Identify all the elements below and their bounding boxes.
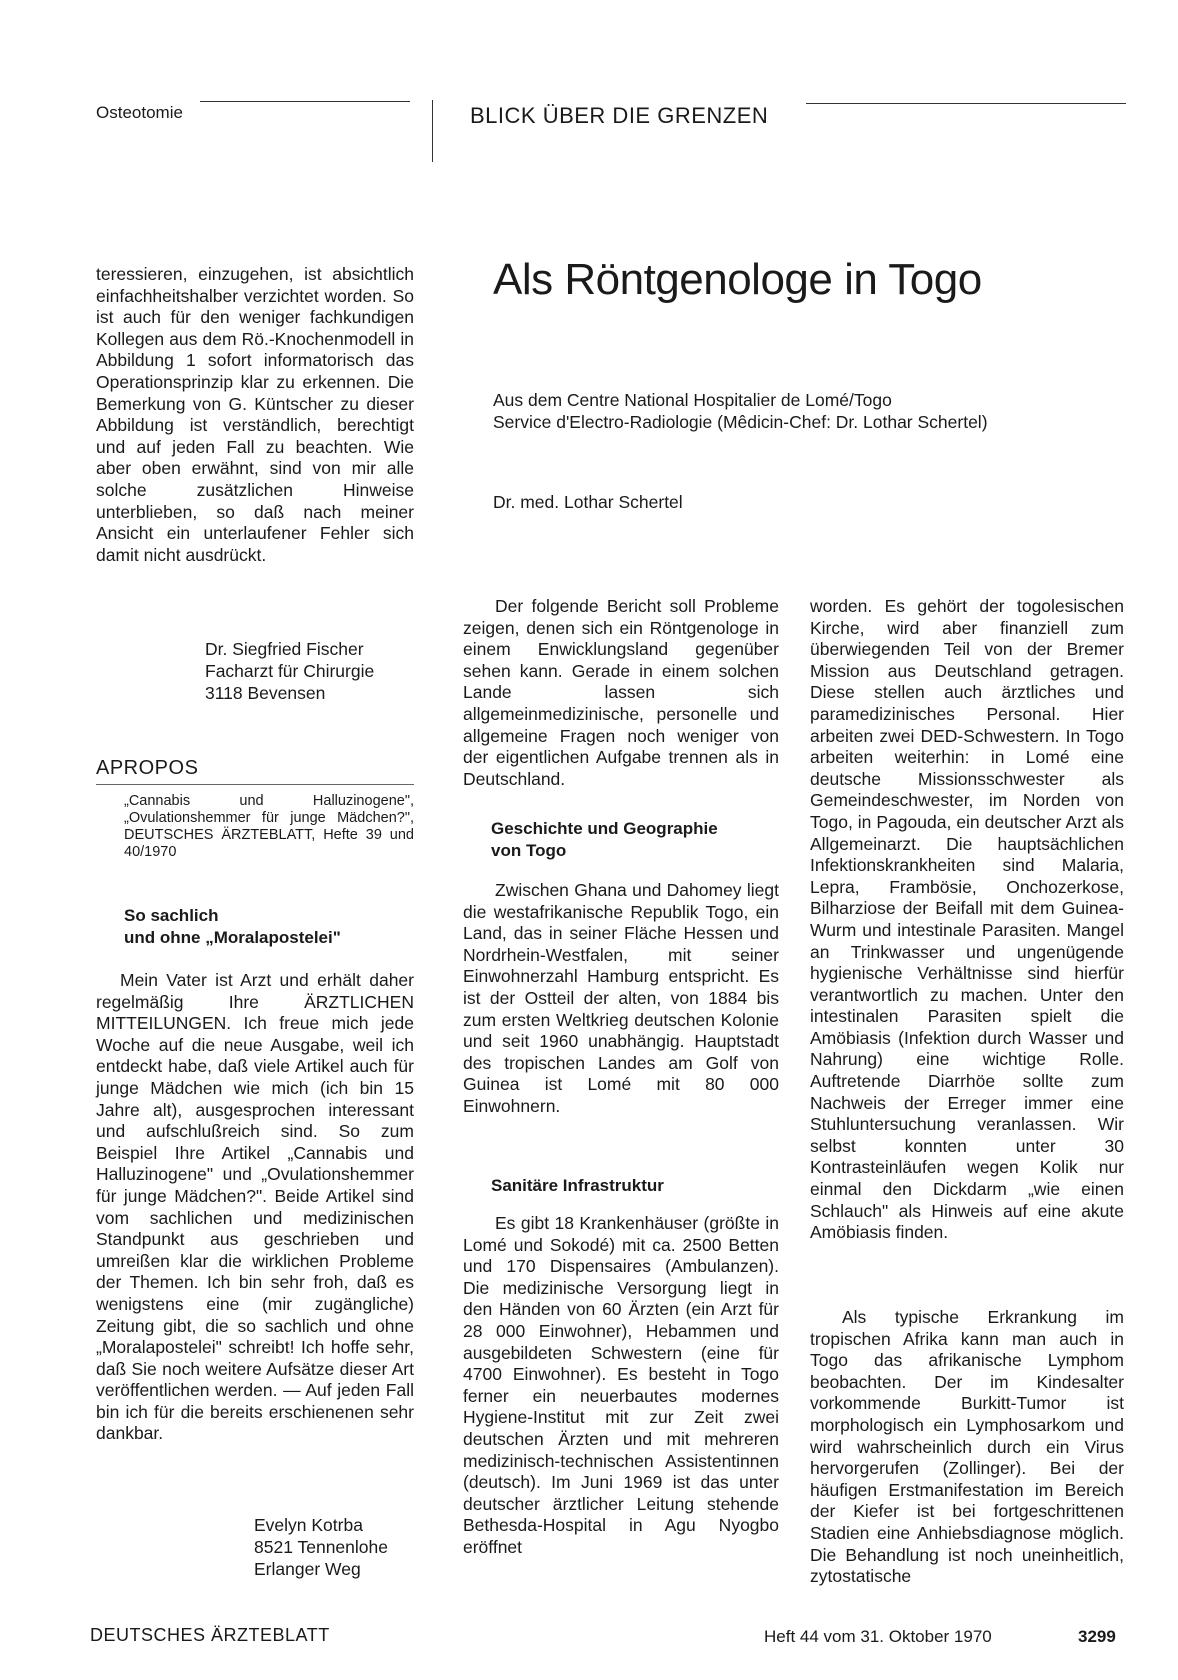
letter-heading-line: und ohne „Moralapostelei": [124, 928, 341, 947]
geschichte-paragraph: Zwischen Ghana und Dahomey liegt die westafrikanische Republik Togo, ein Land, das in seiner Fläche Hessen und Nordrhein-Westfalen, mit seiner Einwohnerzahl Hamburg entspricht. Es ist der Ostteil der alten, von 1884 bis zum ersten Weltkrieg deutschen Kolonie und seit 1960 unabhängig. Hauptstadt des tropischen Landes am Golf von Guinea ist Lomé mit 80 000 Einwohnern.: [463, 880, 779, 1116]
signature-line: 3118 Bevensen: [205, 683, 326, 703]
letter-body: [96, 970, 414, 1445]
signature-line: 8521 Tennenlohe: [254, 1537, 388, 1557]
article-author: Dr. med. Lothar Schertel: [493, 492, 683, 512]
source-line-2: Service d'Electro-Radiologie (Mêdicin-Chef: Dr. Lothar Schertel): [493, 412, 988, 432]
right-paragraph-2: Als typische Erkrankung im tropischen Afrika kann man auch in Togo das afrikanische Lymphom beobachten. Der im Kindesalter vorkommende Burkitt-Tumor ist morphologisch ein Lymphosarkom und wird wahrscheinlich durch ein Virus hervorgerufen (Zollinger). Bei der häufigen Erstmanifestation im Bereich der Kiefer ist bei fortgeschrittenen Stadien eine Anhiebsdiagnose möglich. Die Behandlung ist noch uneinheitlich, zytostatische: [810, 1307, 1124, 1587]
signature-line: Erlanger Weg: [254, 1559, 361, 1579]
right-paragraph-1: worden. Es gehört der togolesischen Kirche, wird aber finanziell zum überwiegenden Teil von der Bremer Mission aus Deutschland getragen. Diese stellen auch ärztliches und paramedizinisches Personal. Hier arbeiten zwei DED-Schwestern. In Togo arbeiten weiterhin: in Lomé eine deutsche Missionsschwester als Gemeindeschwester, im Norden von Togo, in Pagouda, ein deutscher Arzt als Allgemeinarzt. Die hauptsächlichen Infektionskrankheiten sind Malaria, Lepra, Frambösie, Onchozerkose, Bilharziose der Beifall mit dem Guinea-Wurm und intestinale Parasiten. Mangel an Trinkwasser und ungenügende hygienische Verhältnisse sind hierfür verantwortlich zu machen. Unter den intestinalen Parasiten spielt die Amöbiasis (Infektion durch Wasser und Nahrung) eine wichtige Rolle. Auftretende Diarrhöe sollte zum Nachweis der Erreger immer eine Stuhluntersuchung veranlassen. Wir selbst konnten unter 30 Kontrasteinläufen wegen Kolik nur einmal den Dickdarm „wie einen Schlauch" als Hinweis auf eine akute Amöbiasis finden.: [810, 596, 1124, 1243]
intro-paragraph: Der folgende Bericht soll Probleme zeigen, denen sich ein Röntgenologe in einem Enwicklungsland gegenüber sehen kann. Gerade in einem solchen Lande lassen sich allgemeinmedizinische, personelle und allgemeine Fragen noch weniger von der eigentlichen Aufgabe trennen als in Deutschland.: [463, 596, 779, 789]
section-heading-line: Geschichte und Geographie: [491, 819, 718, 838]
signature-line: Evelyn Kotrba: [254, 1515, 363, 1535]
infrastruktur-paragraph: Es gibt 18 Krankenhäuser (größte in Lomé und Sokodé) mit ca. 2500 Betten und 170 Dispensaires (Ambulanzen). Die medizinische Versorgung liegt in den Händen von 60 Ärzten (ein Arzt für 28 000 Einwohner), Hebammen und ausgebildeten Schwestern (eine für 4700 Einwohner). Es besteht in Togo ferner ein neuerbautes modernes Hygiene-Institut mit zur Zeit zwei deutschen Ärzten und mit mehreren medizinisch-technischen Assistentinnen (deutsch). Im Juni 1969 ist das unter deutscher ärztlicher Leitung stehende Bethesda-Hospital in Agu Nyogbo eröffnet: [463, 1213, 779, 1557]
section-geschichte-body: [463, 880, 779, 1118]
letter-heading: [124, 905, 341, 949]
signature-line: Dr. Siegfried Fischer: [205, 639, 364, 659]
signature-fischer: [205, 638, 374, 704]
right-column-text-2: [810, 1307, 1124, 1588]
signature-kotrba: [254, 1514, 388, 1580]
column-divider-vertical: [432, 100, 433, 162]
header-rule-right: [806, 103, 1126, 104]
article-title: Als Röntgenologe in Togo: [493, 255, 982, 304]
section-infrastruktur-body: [463, 1213, 779, 1559]
header-rule-left: [200, 101, 410, 102]
middle-column-intro: [463, 596, 779, 790]
footer-journal-name: DEUTSCHES ÄRZTEBLATT: [90, 1625, 330, 1645]
left-column-continued-text: [96, 264, 414, 566]
section-heading-geschichte: [491, 818, 718, 862]
section-label-osteotomie: Osteotomie: [96, 103, 183, 122]
section-heading-line: von Togo: [491, 841, 567, 860]
letter-heading-line: So sachlich: [124, 906, 219, 925]
signature-line: Facharzt für Chirurgie: [205, 661, 375, 681]
right-column-text-1: [810, 596, 1124, 1244]
source-line-1: Aus dem Centre National Hospitalier de Lomé/Togo: [493, 390, 892, 410]
apropos-heading: APROPOS: [96, 757, 199, 779]
section-label-blick-ueber-die-grenzen: BLICK ÜBER DIE GRENZEN: [470, 103, 769, 128]
section-heading-sanitaere-infrastruktur: Sanitäre Infrastruktur: [491, 1176, 664, 1195]
continued-paragraph: teressieren, einzugehen, ist absichtlich einfachheitshalber verzichtet worden. So ist auch für den weniger fachkundigen Kollegen aus dem Rö.-Knochenmodell in Abbildung 1 sofort informatorisch das Operationsprinzip klar zu erkennen. Die Bemerkung von G. Küntscher zu dieser Abbildung ist verständlich, berechtigt und auf jeden Fall zu beachten. Wie aber oben erwähnt, sind von mir alle solche zusätzlichen Hinweise unterblieben, so daß nach meiner Ansicht ein unterlaufener Fehler sich damit nicht ausdrückt.: [96, 264, 414, 565]
letter-paragraph: Mein Vater ist Arzt und erhält daher regelmäßig Ihre ÄRZTLICHEN MITTEILUNGEN. Ich freue mich jede Woche auf die neue Ausgabe, weil ich entdeckt habe, daß viele Artikel auch für junge Mädchen wie mich (ich bin 15 Jahre alt), ausgesprochen interessant und aufschlußreich sind. So zum Beispiel Ihre Artikel „Cannabis und Halluzinogene" und „Ovulationshemmer für junge Mädchen?". Beide Artikel sind vom sachlichen und medizinischen Standpunkt aus geschrieben und umreißen klar die wirklichen Probleme der Themen. Ich bin sehr froh, daß es wenigstens eine (mir zugängliche) Zeitung gibt, die so sachlich und ohne „Moralapostelei" schreibt! Ich hoffe sehr, daß Sie noch weitere Aufsätze dieser Art veröffentlichen werden. — Auf jeden Fall bin ich für die bereits erschienenen sehr dankbar.: [96, 970, 414, 1444]
page-number: 3299: [1078, 1627, 1116, 1646]
apropos-rule: [96, 784, 414, 785]
article-source: [493, 389, 988, 433]
apropos-reference: „Cannabis und Halluzinogene", „Ovulationshemmer für junge Mädchen?", DEUTSCHES ÄRZTEBLATT, Hefte 39 und 40/1970: [124, 793, 414, 860]
footer-issue: Heft 44 vom 31. Oktober 1970: [764, 1627, 992, 1646]
